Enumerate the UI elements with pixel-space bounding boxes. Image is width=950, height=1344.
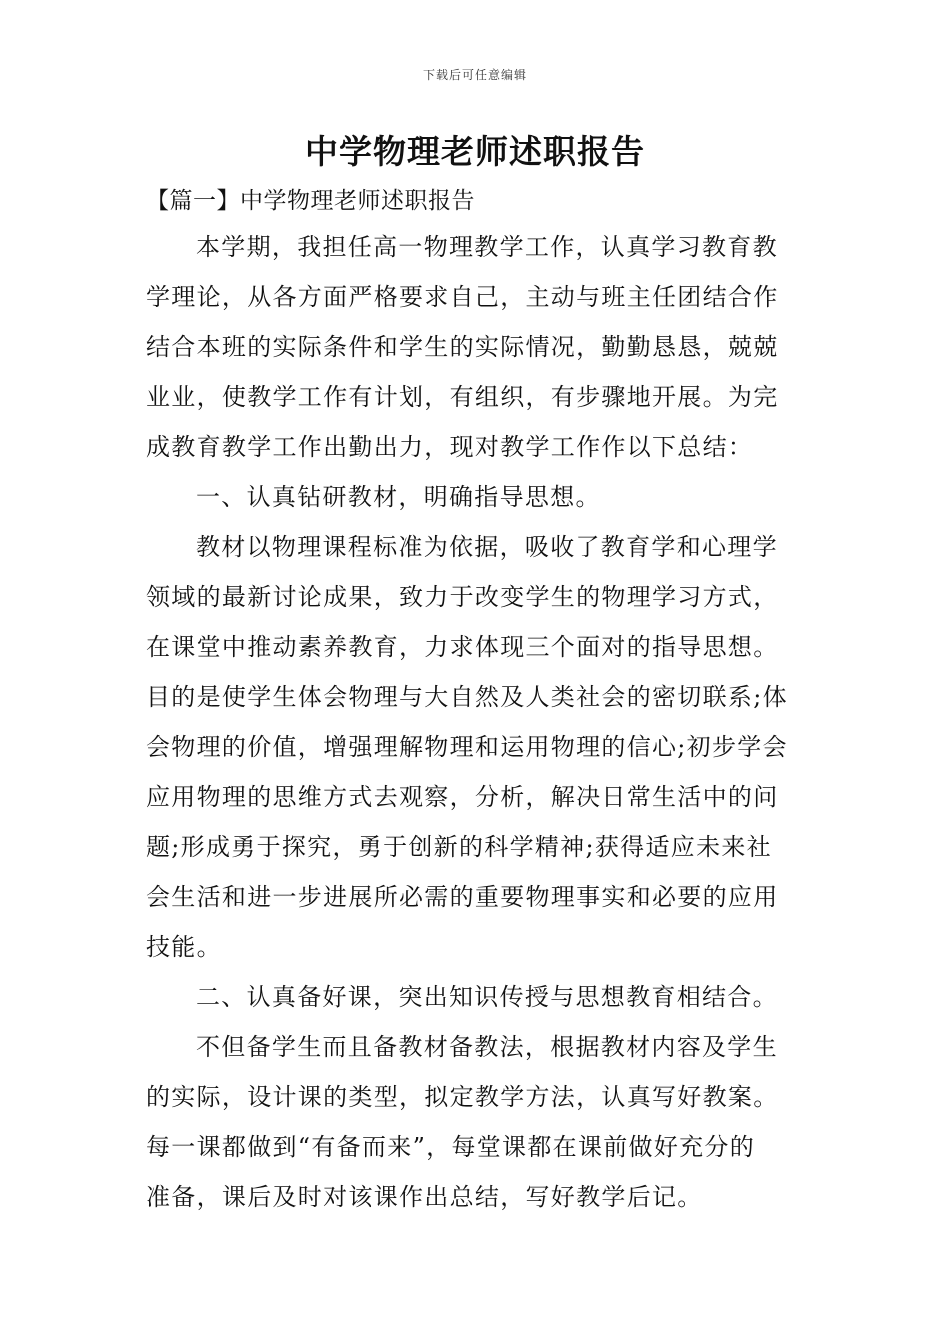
- body-line: 教材以物理课程标准为依据，吸收了教育学和心理学: [196, 533, 778, 561]
- body-line: 结合本班的实际条件和学生的实际情况，勤勤恳恳，兢兢: [146, 333, 779, 361]
- body-line: 准备，课后及时对该课作出总结，写好教学后记。: [146, 1183, 703, 1211]
- body-line: 应用物理的思维方式去观察，分析，解决日常生活中的问: [146, 783, 779, 811]
- body-line: 目的是使学生体会物理与大自然及人类社会的密切联系;体: [146, 683, 788, 711]
- header-note: 下载后可任意编辑: [422, 68, 527, 82]
- body-line: 领域的最新讨论成果，致力于改变学生的物理学习方式，: [146, 583, 779, 611]
- body-line: 技能。: [146, 933, 222, 961]
- body-line: 二、认真备好课，突出知识传授与思想教育相结合。: [196, 983, 778, 1011]
- body-line: 会生活和进一步进展所必需的重要物理事实和必要的应用: [146, 883, 779, 911]
- body-line: 学理论，从各方面严格要求自己，主动与班主任团结合作: [146, 283, 779, 311]
- body-line: 一、认真钻研教材，明确指导思想。: [196, 483, 601, 511]
- document-body: [146, 222, 806, 1222]
- document-title: 中学物理老师述职报告: [305, 132, 645, 171]
- body-line: 本学期，我担任高一物理教学工作，认真学习教育教: [196, 233, 778, 261]
- body-line: 在课堂中推动素养教育，力求体现三个面对的指导思想。: [146, 633, 779, 661]
- body-line: 的实际，设计课的类型，拟定教学方法，认真写好教案。: [146, 1083, 779, 1111]
- body-line: 不但备学生而且备教材备教法，根据教材内容及学生: [196, 1033, 778, 1061]
- body-line: 会物理的价值，增强理解物理和运用物理的信心;初步学会: [146, 733, 788, 761]
- body-line: 成教育教学工作出勤出力，现对教学工作作以下总结：: [146, 433, 754, 461]
- body-line: 题;形成勇于探究，勇于创新的科学精神;获得适应未来社: [146, 833, 772, 861]
- section-label: 【篇一】中学物理老师述职报告: [146, 188, 475, 214]
- body-line: 业业，使教学工作有计划，有组织，有步骤地开展。为完: [146, 383, 779, 411]
- body-line: 每一课都做到“有备而来”，每堂课都在课前做好充分的: [146, 1133, 756, 1161]
